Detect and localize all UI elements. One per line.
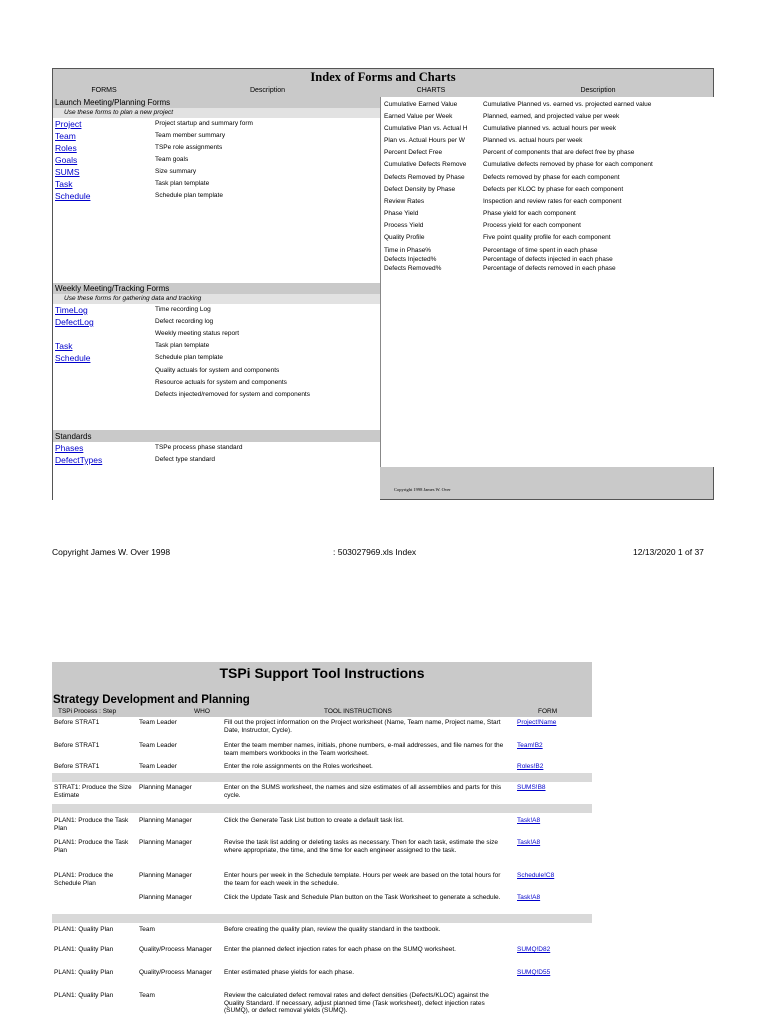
standards-section-heading: Standards	[53, 431, 380, 442]
chart-row[interactable]	[381, 263, 715, 274]
chart-description: Cumulative Planned vs. earned vs. projected earned value	[483, 101, 652, 108]
forms-description-header: Description	[249, 87, 285, 94]
instruction-cell: Before creating the quality plan, review the quality standard in the textbook.	[224, 926, 441, 933]
launch-section-heading: Launch Meeting/Planning Forms	[53, 97, 380, 108]
index-copyright: Copyright 1998 James W. Over	[394, 487, 451, 492]
form-row	[53, 442, 380, 454]
who-cell: Planning Manager	[139, 872, 192, 879]
weekly-section-heading: Weekly Meeting/Tracking Forms	[53, 283, 380, 294]
form-description: Resource actuals for system and components	[155, 379, 287, 386]
step-cell: PLAN1: Produce the Schedule Plan	[54, 872, 114, 887]
chart-row[interactable]	[381, 123, 715, 134]
instruction-cell: Review the calculated defect removal rates and defect densities (Defects/KLOC) against the Quality Standard. If necessary, adjust planned time (Task worksheet), defect injection rates (SUMQ), or defect removal yields (SUMQ).	[224, 992, 489, 1014]
row-separator	[52, 773, 592, 782]
form-link-defectlog[interactable]: DefectLog	[55, 317, 94, 327]
chart-name: Cumulative Defects Remove	[384, 161, 467, 168]
chart-name: Cumulative Plan vs. Actual H	[384, 125, 468, 132]
charts-column-header: CHARTS	[416, 87, 446, 94]
form-description: TSPe role assignments	[155, 144, 223, 151]
who-cell: Team Leader	[139, 763, 177, 770]
who-cell: Team Leader	[139, 719, 177, 726]
index-sheet	[52, 68, 714, 500]
form-description: Team member summary	[155, 132, 226, 139]
form-row	[53, 130, 380, 142]
chart-description: Process yield for each component	[483, 222, 581, 229]
launch-forms-list	[53, 118, 380, 283]
form-link[interactable]: SUMQ!D55	[517, 969, 551, 976]
form-description: Defect recording log	[155, 318, 214, 325]
instruction-cell: Enter the role assignments on the Roles worksheet.	[224, 763, 373, 770]
form-link[interactable]: SUMS!B8	[517, 784, 546, 791]
chart-name: Percent Defect Free	[384, 149, 443, 156]
step-cell: Before STRAT1	[54, 719, 100, 726]
step-cell: PLAN1: Produce the Task Plan	[54, 839, 129, 854]
step-column-header: TSPi Process : Step	[58, 708, 117, 715]
form-row	[53, 352, 380, 364]
chart-row[interactable]	[381, 135, 715, 146]
form-link-task[interactable]: Task	[55, 179, 73, 189]
form-row	[53, 389, 380, 401]
form-link[interactable]: Task!A8	[517, 839, 541, 846]
chart-name: Defects Injected%	[384, 256, 437, 263]
instruction-cell: Enter the planned defect injection rates for each phase on the SUMQ worksheet.	[224, 946, 456, 953]
chart-name: Review Rates	[384, 198, 425, 205]
chart-name: Quality Profile	[384, 234, 425, 241]
step-cell: PLAN1: Quality Plan	[54, 969, 114, 976]
who-cell: Team Leader	[139, 742, 177, 749]
form-link[interactable]: Team!B2	[517, 742, 543, 749]
form-link-sums[interactable]: SUMS	[55, 167, 80, 177]
instruction-cell: Fill out the project information on the Project worksheet (Name, Team name, Project name, Start Date, Instructor, Cycle).	[224, 719, 501, 734]
who-cell: Planning Manager	[139, 894, 192, 901]
chart-name: Time in Phase%	[384, 247, 432, 254]
chart-row[interactable]	[381, 196, 715, 207]
instruction-cell: Revise the task list adding or deleting tasks as necessary. Then for each task, estimate the size where appropriate, the time, and the time for each engineer assigned to the task.	[224, 839, 498, 854]
chart-description: Percentage of defects removed in each phase	[483, 265, 616, 272]
form-row	[53, 142, 380, 154]
row-separator	[52, 914, 592, 923]
form-row	[53, 340, 380, 352]
instruction-cell: Enter estimated phase yields for each phase.	[224, 969, 355, 976]
form-description: Defects injected/removed for system and components	[155, 391, 310, 398]
form-link[interactable]: Project!Name	[517, 719, 557, 726]
instruction-cell: Enter hours per week in the Schedule template. Hours per week are based on the total hours for the team for each week in the schedule.	[224, 872, 501, 887]
chart-description: Phase yield for each component	[483, 210, 576, 217]
form-row	[53, 316, 380, 328]
form-link-defecttypes[interactable]: DefectTypes	[55, 455, 103, 465]
form-description: Size summary	[155, 168, 197, 175]
weekly-forms-list	[53, 304, 380, 430]
form-row	[53, 166, 380, 178]
form-link-project[interactable]: Project	[55, 119, 82, 129]
form-description: Team goals	[155, 156, 189, 163]
form-row	[53, 118, 380, 130]
form-link-roles[interactable]: Roles	[55, 143, 77, 153]
chart-description: Percent of components that are defect free by phase	[483, 149, 635, 156]
who-cell: Planning Manager	[139, 817, 192, 824]
form-column-header: FORM	[538, 708, 558, 715]
form-description: Quality actuals for system and components	[155, 367, 280, 374]
chart-description: Planned vs. actual hours per week	[483, 137, 583, 144]
form-description: Project startup and summary form	[155, 120, 253, 127]
form-row	[53, 190, 380, 202]
form-link[interactable]: Roles!B2	[517, 763, 544, 770]
standards-forms-list	[53, 442, 380, 500]
form-row	[53, 178, 380, 190]
form-description: Schedule plan template	[155, 354, 223, 361]
tool-instructions-sheet	[52, 662, 592, 1024]
chart-description: Defects per KLOC by phase for each component	[483, 186, 624, 193]
who-cell: Team	[139, 926, 155, 933]
chart-description: Percentage of time spent in each phase	[483, 247, 598, 254]
chart-name: Defects Removed%	[384, 265, 442, 272]
form-link-goals[interactable]: Goals	[55, 155, 78, 165]
form-row	[53, 365, 380, 377]
row-separator	[52, 804, 592, 813]
forms-panel	[53, 97, 380, 500]
form-link-schedule[interactable]: Schedule	[55, 191, 91, 201]
weekly-section-note: Use these forms for gathering data and tracking	[53, 294, 380, 304]
form-link[interactable]: Task!A8	[517, 817, 541, 824]
form-link-schedule[interactable]: Schedule	[55, 353, 91, 363]
chart-name: Cumulative Earned Value	[384, 101, 458, 108]
footer-filename: : 503027969.xls Index	[333, 547, 417, 557]
form-description: Time recording Log	[155, 306, 211, 313]
step-cell: Before STRAT1	[54, 742, 100, 749]
instruction-cell: Enter the team member names, initials, phone numbers, e-mail addresses, and file names for the team members workbooks in the Team worksheet.	[224, 742, 504, 757]
form-link[interactable]: SUMQ!D82	[517, 946, 551, 953]
form-description: Schedule plan template	[155, 192, 223, 199]
form-description: Defect type standard	[155, 456, 215, 463]
chart-row[interactable]	[381, 159, 715, 170]
charts-description-header: Description	[580, 87, 616, 94]
launch-section-note: Use these forms to plan a new project	[53, 108, 380, 118]
chart-name: Defects Removed by Phase	[384, 174, 465, 181]
step-cell: PLAN1: Produce the Task Plan	[54, 817, 129, 832]
instruction-cell: Enter on the SUMS worksheet, the names and size estimates of all assemblies and parts for this cycle.	[224, 784, 502, 799]
chart-row[interactable]	[381, 111, 715, 122]
form-row	[53, 328, 380, 340]
form-link-phases[interactable]: Phases	[55, 443, 84, 453]
who-cell: Planning Manager	[139, 784, 192, 791]
chart-row[interactable]	[381, 232, 715, 243]
who-cell: Quality/Process Manager	[139, 969, 212, 976]
chart-description: Cumulative planned vs. actual hours per week	[483, 125, 616, 132]
chart-name: Plan vs. Actual Hours per W	[384, 137, 465, 144]
form-link-task[interactable]: Task	[55, 341, 73, 351]
form-description: TSPe process phase standard	[155, 444, 243, 451]
instructions-section-heading: Strategy Development and Planning	[52, 686, 592, 707]
forms-column-header: FORMS	[91, 87, 117, 94]
step-cell: PLAN1: Quality Plan	[54, 992, 114, 999]
chart-row[interactable]	[381, 208, 715, 219]
chart-description: Defects removed by phase for each component	[483, 174, 620, 181]
index-title: Index of Forms and Charts	[310, 70, 456, 84]
chart-row[interactable]	[381, 184, 715, 195]
who-column-header: WHO	[194, 708, 210, 715]
footer-copyright: Copyright James W. Over 1998	[52, 547, 171, 557]
chart-description: Cumulative defects removed by phase for each component	[483, 161, 653, 168]
chart-name: Defect Density by Phase	[384, 186, 456, 193]
form-description: Weekly meeting status report	[155, 330, 240, 337]
chart-row[interactable]	[381, 99, 715, 110]
who-cell: Planning Manager	[139, 839, 192, 846]
instruction-cell: Click the Update Task and Schedule Plan button on the Task Worksheet to generate a schedule.	[224, 894, 501, 901]
form-link-team[interactable]: Team	[55, 131, 76, 141]
form-row	[53, 377, 380, 389]
instructions-column-headers	[52, 707, 592, 717]
tool-column-header: TOOL INSTRUCTIONS	[324, 708, 392, 715]
form-description: Task plan template	[155, 180, 210, 187]
step-cell: PLAN1: Quality Plan	[54, 926, 114, 933]
step-cell: STRAT1: Produce the Size Estimate	[54, 784, 132, 799]
instruction-cell: Click the Generate Task List button to create a default task list.	[224, 817, 404, 824]
chart-description: Percentage of defects injected in each phase	[483, 256, 613, 263]
form-link[interactable]: Task!A8	[517, 894, 541, 901]
chart-description: Five point quality profile for each component	[483, 234, 611, 241]
chart-row[interactable]	[381, 147, 715, 158]
form-link-timelog[interactable]: TimeLog	[55, 305, 88, 315]
chart-name: Earned Value per Week	[384, 113, 453, 120]
footer-page: 12/13/2020 1 of 37	[633, 547, 704, 557]
who-cell: Quality/Process Manager	[139, 946, 212, 953]
chart-row[interactable]	[381, 172, 715, 183]
step-cell: Before STRAT1	[54, 763, 100, 770]
charts-panel	[380, 97, 714, 467]
form-row	[53, 454, 380, 466]
form-link[interactable]: Schedule!C8	[517, 872, 555, 879]
form-row	[53, 304, 380, 316]
chart-name: Process Yield	[384, 222, 424, 229]
step-cell: PLAN1: Quality Plan	[54, 946, 114, 953]
chart-row[interactable]	[381, 220, 715, 231]
chart-name: Phase Yield	[384, 210, 419, 217]
who-cell: Team	[139, 992, 155, 999]
form-description: Task plan template	[155, 342, 210, 349]
chart-description: Planned, earned, and projected value per week	[483, 113, 620, 120]
instructions-title: TSPi Support Tool Instructions	[52, 662, 592, 686]
form-row	[53, 154, 380, 166]
chart-description: Inspection and review rates for each component	[483, 198, 622, 205]
